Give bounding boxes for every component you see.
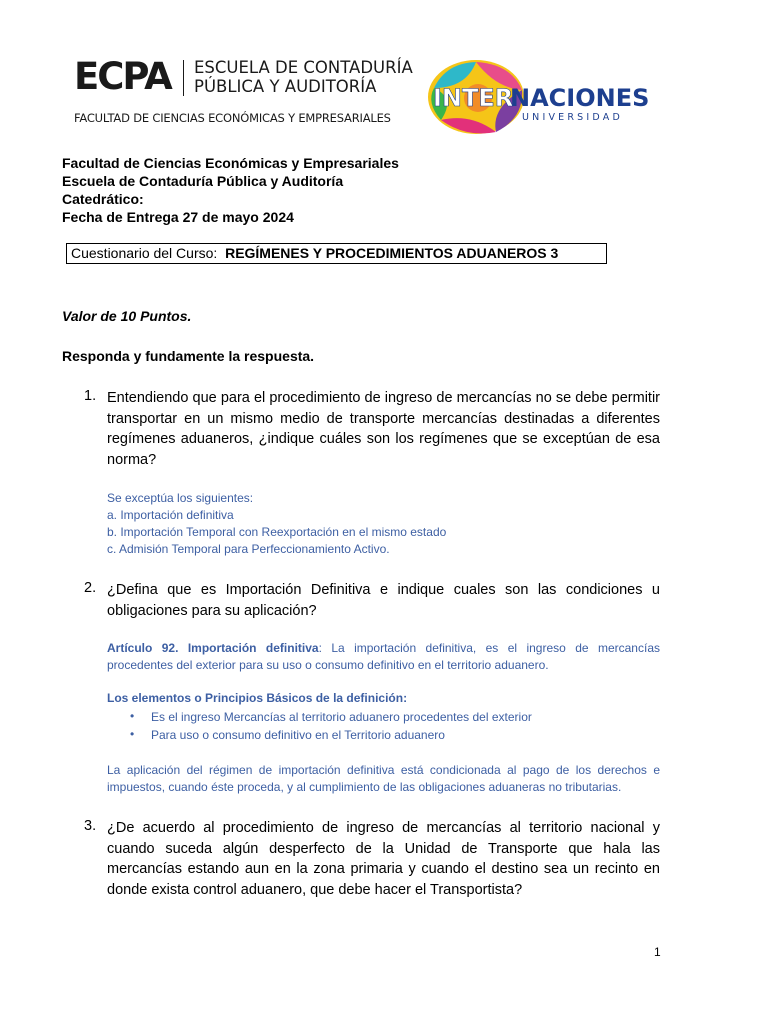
header-teacher: Catedrático: — [62, 191, 144, 207]
logo-universidad-text: UNIVERSIDAD — [522, 112, 623, 123]
question-3-number: 3. — [84, 818, 97, 834]
ecpa-logo-faculty: FACULTAD DE CIENCIAS ECONÓMICAS Y EMPRESARIALES — [74, 111, 391, 125]
answer-2-condition: La aplicación del régimen de importación definitiva está condicionada al pago de los derechos e impuestos, cuando éste proceda, y al cumplimiento de las obligaciones aduaneras no tributarias. — [107, 763, 660, 794]
course-label: Cuestionario del Curso: — [71, 245, 218, 261]
elements-title: Los elementos o Principios Básicos de la definición: — [107, 691, 408, 705]
question-3-text: ¿De acuerdo al procedimiento de ingreso de mercancías al territorio nacional y cuando suceda algún desperfecto de la Unidad de Transporte que hala las mercancías estando aun en la zona primaria y cuando el destino sea un recinto en donde exista control aduanero, que debe hacer el Transportista? — [107, 820, 660, 898]
article-text: : La importación definitiva, es el ingreso de mercancías procedentes del exterior para su uso o consumo definitivo en el territorio aduanero. — [107, 641, 660, 672]
ecpa-logo-separator — [183, 60, 184, 96]
header-school: Escuela de Contaduría Pública y Auditoría — [62, 173, 344, 189]
answer-1-line: Se exceptúa los siguientes: — [107, 491, 254, 505]
ecpa-logo-line1: ESCUELA DE CONTADURÍA — [194, 58, 413, 77]
bullet-icon: • — [130, 727, 135, 741]
header-faculty: Facultad de Ciencias Económicas y Empresariales — [62, 155, 399, 171]
article-title: Artículo 92. Importación definitiva — [107, 641, 319, 655]
logo-naciones-text: NACIONES — [510, 84, 650, 112]
question-2-text: ¿Defina que es Importación Definitiva e indique cuales son las condiciones u obligaciones para su aplicación? — [107, 582, 660, 619]
logo-inter-text: INTER — [433, 84, 514, 112]
internaciones-logo — [426, 58, 658, 136]
page-number: 1 — [654, 945, 661, 959]
bullet-item: Para uso o consumo definitivo en el Territorio aduanero — [151, 728, 445, 742]
answer-1-line: a. Importación definitiva — [107, 508, 234, 522]
question-2-number: 2. — [84, 580, 97, 596]
course-title-box — [66, 243, 607, 264]
ecpa-logo-mark: ECPA — [74, 55, 171, 98]
instructions: Responda y fundamente la respuesta. — [62, 348, 315, 364]
course-name: REGÍMENES Y PROCEDIMIENTOS ADUANEROS 3 — [225, 245, 559, 261]
bullet-item: Es el ingreso Mercancías al territorio aduanero procedentes del exterior — [151, 710, 532, 724]
question-1-text: Entendiendo que para el procedimiento de ingreso de mercancías no se debe permitir transportar en un mismo medio de transporte mercancías destinadas a diferentes regímenes aduaneros, ¿indique cuáles son los regímenes que se exceptúan de esa norma? — [107, 390, 660, 468]
ecpa-logo-line2: PÚBLICA Y AUDITORÍA — [194, 77, 377, 96]
answer-1-line: b. Importación Temporal con Reexportación en el mismo estado — [107, 525, 447, 539]
bullet-icon: • — [130, 709, 135, 723]
question-1-number: 1. — [84, 388, 97, 404]
points-value: Valor de 10 Puntos. — [62, 308, 192, 324]
header-due-date: Fecha de Entrega 27 de mayo 2024 — [62, 209, 294, 225]
answer-2-article — [107, 640, 660, 674]
answer-1-line: c. Admisión Temporal para Perfeccionamiento Activo. — [107, 542, 390, 556]
